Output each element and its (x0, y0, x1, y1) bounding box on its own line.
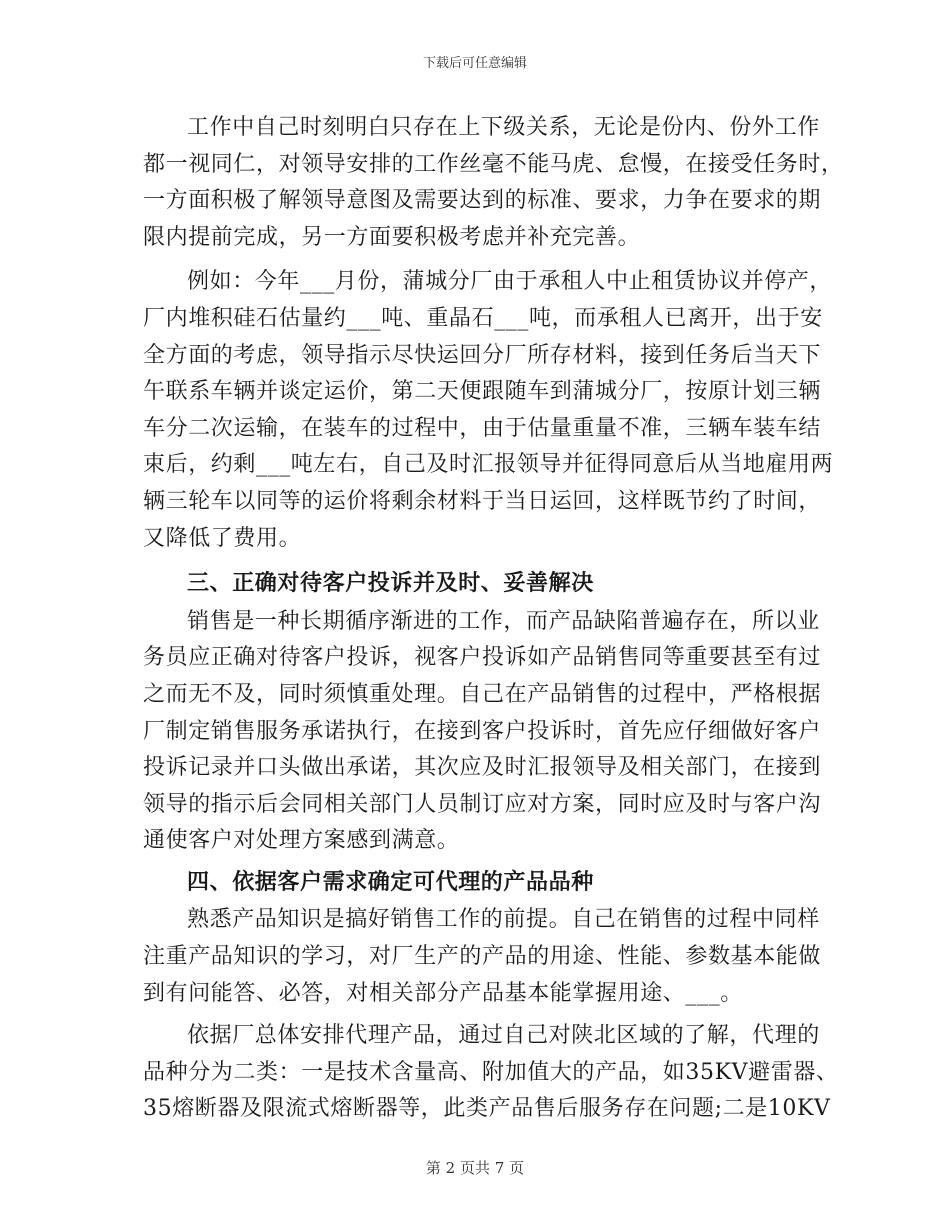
text-line: 厂内堆积硅石估量约___吨、重晶石___吨，而承租人已离开，出于安 (143, 305, 823, 331)
text-line: 工作中自己时刻明白只存在上下级关系，无论是份内、份外工作 (187, 115, 820, 140)
text-line: 辆三轮车以同等的运价将剩余材料于当日运回，这样既节约了时间， (143, 488, 822, 514)
text-line: 务员应正确对待客户投诉，视客户投诉如产品销售同等重要甚至有过 (143, 645, 822, 671)
text-line: 之而无不及，同时须慎重处理。自己在产品销售的过程中，严格根据 (143, 681, 822, 707)
text-line: 厂制定销售服务承诺执行，在接到客户投诉时，首先应仔细做好客户 (143, 718, 822, 744)
text-line: 注重产品知识的学习，对厂生产的产品的用途、性能、参数基本能做 (143, 944, 822, 970)
document-body (143, 110, 844, 1128)
text-line: 都一视同仁，对领导安排的工作丝毫不能马虎、怠慢，在接受任务时， (143, 151, 844, 177)
paragraph-work-attitude (143, 110, 844, 256)
text-line: 限内提前完成，另一方面要积极考虑并补充完善。 (143, 224, 641, 250)
paragraph-example (143, 264, 834, 557)
page-footer: 第 2 页共 7 页 (425, 1159, 525, 1177)
text-line: 通使客户对处理方案感到满意。 (143, 828, 460, 854)
section-heading-3: 三、正确对待客户投诉并及时、妥善解决 (187, 570, 594, 597)
page-header: 下载后可任意编辑 (422, 56, 527, 71)
text-line: 全方面的考虑，领导指示尽快运回分厂所存材料，接到任务后当天下 (143, 342, 822, 368)
text-line: 午联系车辆并谈定运价，第二天便跟随车到蒲城分厂，按原计划三辆 (143, 379, 822, 405)
paragraph-product-knowledge (143, 902, 822, 1012)
text-line: 品种分为二类：一是技术含量高、附加值大的产品，如35KV避雷器、 (143, 1059, 839, 1085)
section-heading-4: 四、依据客户需求确定可代理的产品品种 (187, 868, 594, 895)
text-line: 一方面积极了解领导意图及需要达到的标准、要求，力争在要求的期 (143, 188, 822, 214)
text-line: 销售是一种长期循序渐进的工作，而产品缺陷普遍存在，所以业 (187, 608, 820, 634)
text-line: 到有问能答、必答，对相关部分产品基本能掌握用途、___。 (143, 980, 743, 1006)
text-line: 熟悉产品知识是搞好销售工作的前提。自己在销售的过程中同样 (187, 907, 820, 933)
text-line: 依据厂总体安排代理产品，通过自己对陕北区域的了解，代理的 (187, 1023, 820, 1049)
text-line: 35熔断器及限流式熔断器等，此类产品售后服务存在问题;二是10KV (143, 1096, 831, 1122)
text-line: 又降低了费用。 (143, 525, 302, 551)
text-line: 例如：今年___月份，蒲城分厂由于承租人中止租赁协议并停产， (187, 269, 833, 295)
text-line: 投诉记录并口头做出承诺，其次应及时汇报领导及相关部门，在接到 (143, 755, 822, 781)
paragraph-complaints (143, 604, 822, 860)
text-line: 领导的指示后会同相关部门人员制订应对方案，同时应及时与客户沟 (143, 791, 822, 817)
text-line: 车分二次运输，在装车的过程中，由于估量重量不准，三辆车装车结 (143, 415, 822, 441)
paragraph-product-categories (143, 1018, 839, 1128)
text-line: 束后，约剩___吨左右，自己及时汇报领导并征得同意后从当地雇用两 (143, 452, 834, 478)
